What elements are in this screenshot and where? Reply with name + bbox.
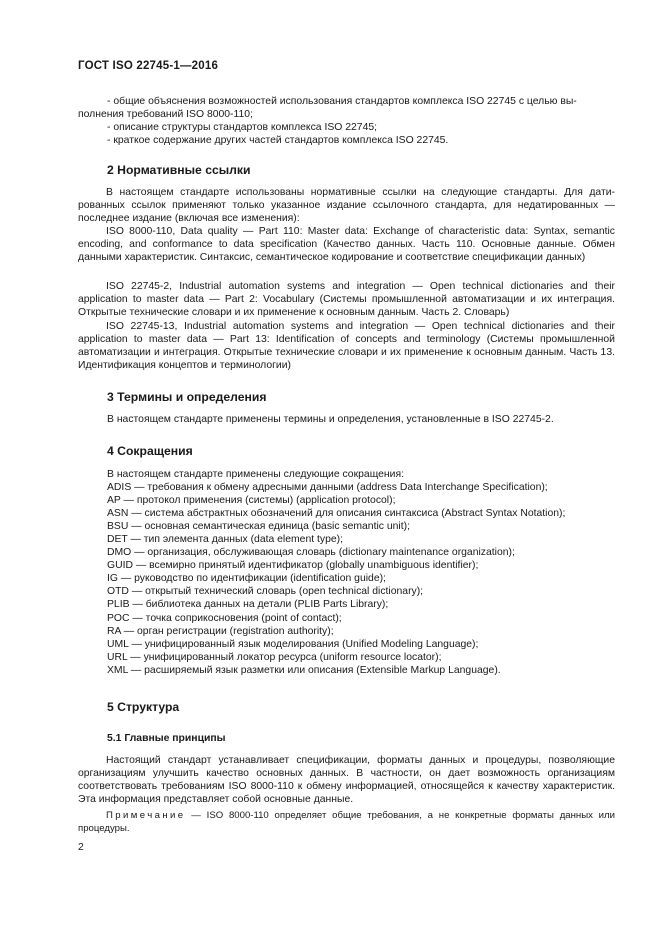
abbreviation-item: DMO — организация, обслуживающая словарь (dictionary maintenance organization); [107,547,515,559]
abbreviation-item: IG — руководство по идентификации (identification guide); [107,573,386,585]
abbreviation-item: URL — унифицированный локатор ресурса (uniform resource locator); [107,651,442,663]
list-item-continuation: полнения требований ISO 8000-110; [78,109,253,120]
abbreviation-item: XML — расширяемый язык разметки или описания (Extensible Markup Language). [107,664,501,676]
section-4-title: 4 Сокращения [107,444,193,458]
section-5-1-title: 5.1 Главные принципы [107,733,226,744]
list-item: - краткое содержание других частей стандартов комплекса ISO 22745. [107,135,449,146]
list-item: - описание структуры стандартов комплекса ISO 22745; [107,122,378,133]
section-2-title: 2 Нормативные ссылки [107,163,251,177]
section-4-intro: В настоящем стандарте применены следующие сокращения: [107,469,404,480]
abbreviation-item: GUID — всемирно принятый идентификатор (globally unambiguous identifier); [107,560,479,572]
note [78,810,615,835]
section-2-intro: В настоящем стандарте использованы нормативные ссылки на следующие стандарты. Для датированных ссылок применяют только указанное издание ссылочного стандарта, для недатированных — последнее издание (включая все изменения): [78,187,615,224]
section-5-title: 5 Структура [107,700,180,714]
abbreviation-item: POC — точка соприкосновения (point of contact); [107,612,342,624]
abbreviation-item: RA — орган регистрации (registration authority); [107,625,334,637]
abbreviation-item: PLIB — библиотека данных на детали (PLIB Parts Library); [107,599,389,611]
abbreviation-item: ASN — система абстрактных обозначений для описания синтаксиса (Abstract Syntax Notation); [107,508,566,520]
reference-item: ISO 8000-110, Data quality — Part 110: Master data: Exchange of characteristic data: Syntax, semantic encoding, and conformance to data specification (Качество данных. Часть 110. Основные данные. Обмен данными характеристик. Синтаксис, семантическое кодирование и соответствие спецификации данных) [78,226,615,263]
abbreviation-item: ADIS — требования к обмену адресными данными (address Data Interchange Specification); [107,482,548,493]
document-header: ГОСТ ISO 22745-1—2016 [78,60,219,72]
abbreviation-item: AP — протокол применения (системы) (application protocol); [107,495,396,507]
page-number: 2 [78,842,84,853]
abbreviation-item: BSU — основная семантическая единица (basic semantic unit); [107,521,410,533]
abbreviation-item: OTD — открытый технический словарь (open technical dictionary); [107,586,424,598]
section-5-1-text: Настоящий стандарт устанавливает спецификации, форматы данных и процедуры, позволяющие организациям улучшить качество основных данных. В частности, он дает возможность организациям соответствовать требованиям ISO 8000-110 к обмену информацией, относящейся к качеству характеристик. Эта информация представляет собой основные данные. [78,755,615,805]
section-3-text: В настоящем стандарте применены термины и определения, установленные в ISO 22745-2. [107,414,554,425]
reference-item: ISO 22745-13, Industrial automation systems and integration — Open technical dictionaries and their application to master data — Part 13: Identification of concepts and terminology (Системы промышленной автоматизации и интеграция. Открытые технические словари и их применение к основным данным. Часть 13. Идентификация концептов и терминологии) [78,321,615,371]
note-text: — ISO 8000-110 определяет общие требования, а не конкретные форматы данных или процедуры. [78,810,615,834]
note-label: Примечание [106,810,186,821]
abbreviation-item: DET — тип элемента данных (data element type); [107,534,343,546]
abbreviation-item: UML — унифицированный язык моделирования (Unified Modeling Language); [107,638,479,650]
section-3-title: 3 Термины и определения [107,390,267,404]
list-item: - общие объяснения возможностей использования стандартов комплекса ISO 22745 с целью вы- [107,96,577,107]
reference-item: ISO 22745-2, Industrial automation systems and integration — Open technical dictionaries and their application to master data — Part 2: Vocabulary (Системы промышленной автоматизации и их интеграция. Открытые технические словари и их применение к основным данным. Часть 2. Словарь) [78,281,615,318]
